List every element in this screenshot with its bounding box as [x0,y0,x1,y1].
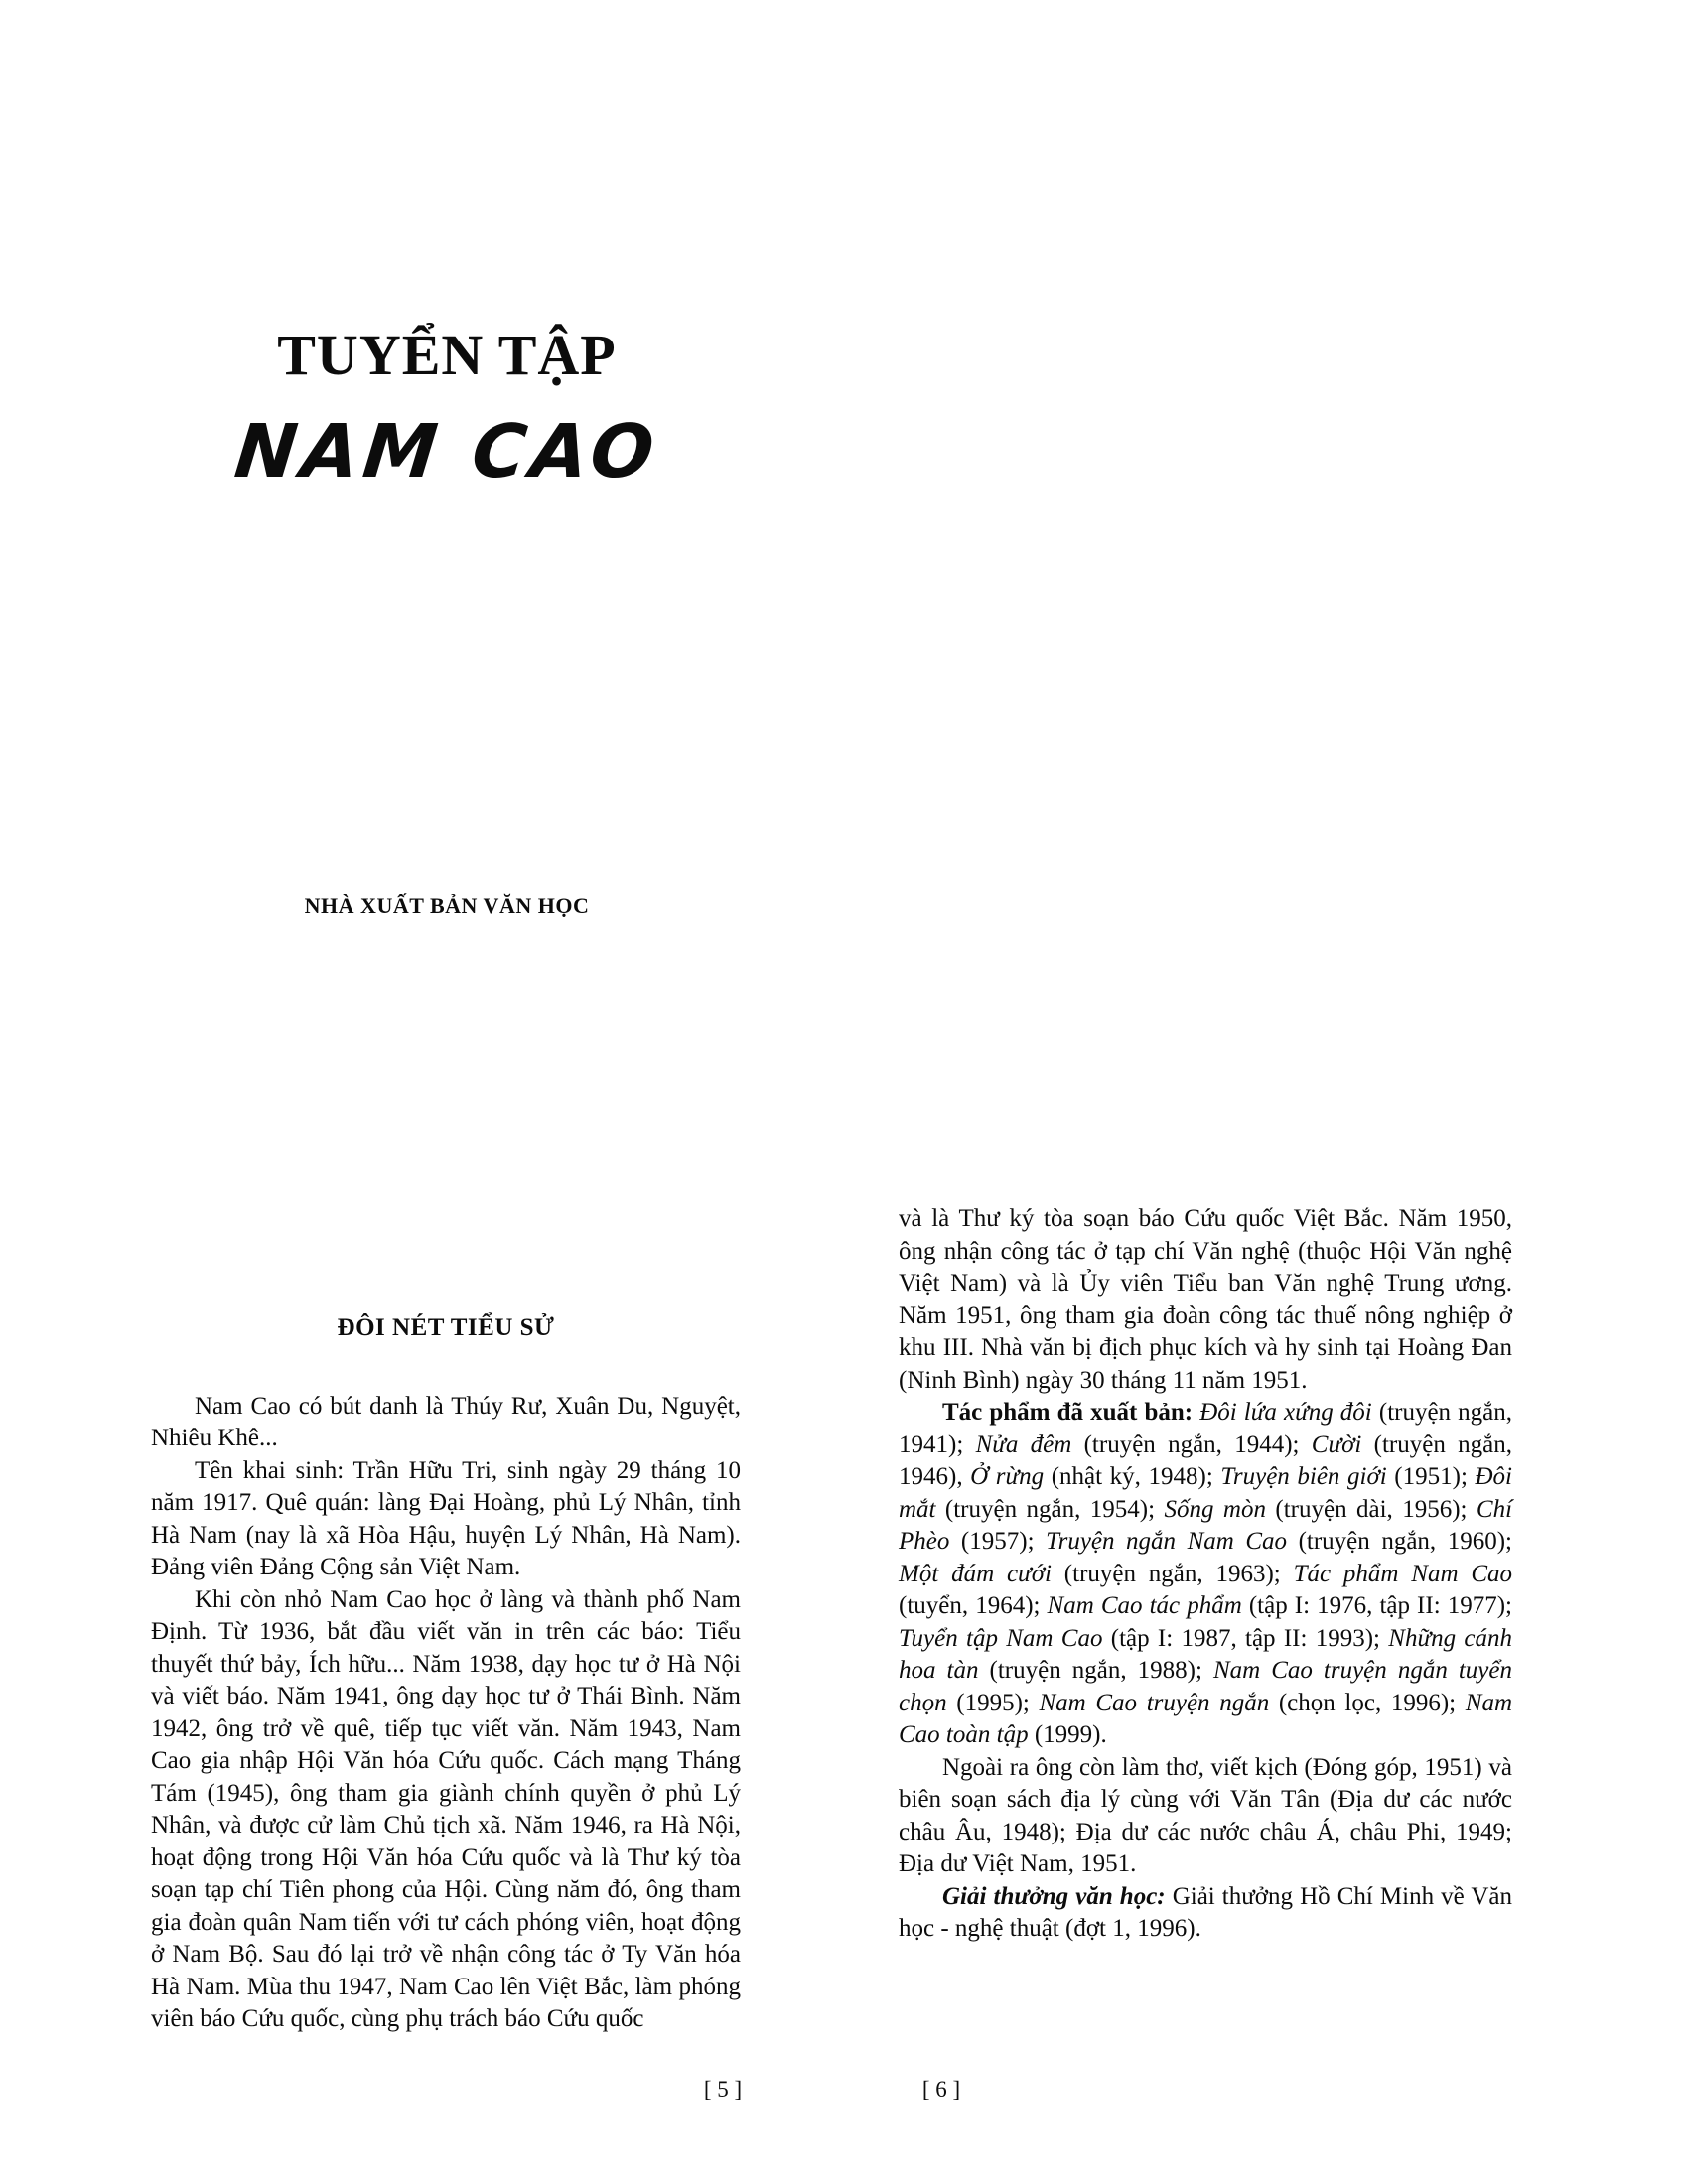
work-title: Những cánh hoa tàn [899,1624,1512,1684]
work-detail: (tập I: 1987, tập II: 1993); [1102,1624,1389,1652]
work-detail: (truyện dài, 1956); [1265,1495,1477,1523]
work-title: Tác phẩm Nam Cao [1293,1560,1512,1587]
work-detail: (truyện ngắn, 1954); [935,1495,1165,1523]
awards-text: Giải thưởng Hồ Chí Minh về Văn học - nghệ thuật (đợt 1, 1996). [899,1882,1512,1942]
works-label: Tác phẩm đã xuất bản: [942,1399,1200,1426]
work-detail: (1957); [949,1528,1047,1555]
work-detail: (truyện ngắn, 1944); [1071,1431,1312,1458]
right-page-bio-column [899,1203,1512,1946]
work-detail: (nhật ký, 1948); [1044,1463,1221,1490]
work-title: Cười [1311,1431,1362,1458]
bio-paragraph-pen-names: Nam Cao có bút danh là Thúy Rư, Xuân Du, Nguyệt, Nhiêu Khê... [151,1392,741,1451]
work-detail: (1995); [946,1689,1040,1716]
work-title: Nam Cao truyện ngắn [1039,1689,1270,1716]
other-works-paragraph: Ngoài ra ông còn làm thơ, viết kịch (Đóng góp, 1951) và biên soạn sách địa lý cùng với Văn Tân (Địa dư các nước châu Âu, 1948); Địa dư các nước châu Á, châu Phi, 1949; Địa dư Việt Nam, 1951. [899,1753,1512,1877]
work-title: Một đám cưới [899,1560,1052,1587]
bio-paragraph-career: Khi còn nhỏ Nam Cao học ở làng và thành phố Nam Định. Từ 1936, bắt đầu viết văn in trên các báo: Tiểu thuyết thứ bảy, Ích hữu... Năm 1938, dạy học tư ở Hà Nội và viết báo. Năm 1941, ông dạy học tư ở Thái Bình. Năm 1942, ông trở về quê, tiếp tục viết văn. Năm 1943, Nam Cao gia nhập Hội Văn hóa Cứu quốc. Cách mạng Tháng Tám (1945), ông tham gia giành chính quyền ở phủ Lý Nhân, và được cử làm Chủ tịch xã. Năm 1946, ra Hà Nội, hoạt động trong Hội Văn hóa Cứu quốc và là Thư ký tòa soạn tạp chí Tiên phong của Hội. Cùng năm đó, ông tham gia đoàn quân Nam tiến với tư cách phóng viên, hoạt động ở Nam Bộ. Sau đó lại trở về nhận công tác ở Ty Văn hóa Hà Nam. Mùa thu 1947, Nam Cao lên Việt Bắc, làm phóng viên báo Cứu quốc, cùng phụ trách báo Cứu quốc [151,1585,741,2032]
work-title: Nam Cao truyện ngắn tuyển chọn [899,1657,1512,1716]
work-detail: (truyện ngắn, 1988); [978,1657,1213,1684]
work-title: Nam Cao tác phẩm [1047,1592,1242,1619]
work-title: Tuyển tập Nam Cao [899,1624,1103,1652]
work-title: Ở rừng [970,1463,1045,1490]
awards-paragraph [899,1881,1512,1946]
published-works-paragraph [899,1397,1512,1752]
bio-paragraph-birth: Tên khai sinh: Trần Hữu Tri, sinh ngày 29 tháng 10 năm 1917. Quê quán: làng Đại Hoàng, phủ Lý Nhân, tỉnh Hà Nam (nay là xã Hòa Hậu, huyện Lý Nhân, Hà Nam). Đảng viên Đảng Cộng sản Việt Nam. [151,1456,741,1580]
work-detail: (truyện ngắn, 1963); [1051,1560,1294,1587]
work-title: Nam Cao toàn tập [899,1689,1512,1748]
work-detail: (truyện ngắn, 1946), [899,1431,1512,1490]
bio-paragraph-continuation: và là Thư ký tòa soạn báo Cứu quốc Việt Bắc. Năm 1950, ông nhận công tác ở tạp chí Văn nghệ (thuộc Hội Văn nghệ Việt Nam) và là Ủy viên Tiểu ban Văn nghệ Trung ương. Năm 1951, ông tham gia đoàn công tác thuế nông nghiệp ở khu III. Nhà văn bị địch phục kích và hy sinh tại Hoàng Đan (Ninh Bình) ngày 30 tháng 11 năm 1951. [899,1205,1512,1394]
work-detail: (tập I: 1976, tập II: 1977); [1241,1592,1512,1619]
work-title: Truyện ngắn Nam Cao [1046,1528,1288,1555]
work-detail: (1999). [1028,1721,1107,1748]
book-title: TUYỂN TẬP [277,323,617,387]
work-title: Đôi mắt [899,1463,1512,1523]
page-number-right: [ 6 ] [921,2077,961,2102]
work-detail: (chọn lọc, 1996); [1269,1689,1466,1716]
bio-section-heading: ĐÔI NÉT TIỂU SỬ [337,1314,555,1341]
awards-label: Giải thưởng văn học: [942,1882,1173,1910]
work-title: Truyện biên giới [1220,1463,1387,1490]
page-number-left: [ 5 ] [703,2077,743,2102]
work-detail: (1951); [1386,1463,1476,1490]
left-page-bio-column [151,1312,741,2036]
work-title: Nửa đêm [975,1431,1072,1458]
work-detail: (truyện ngắn, 1941); [899,1399,1513,1458]
work-title: Sống mòn [1164,1495,1266,1523]
work-title: Chí Phèo [899,1495,1513,1555]
work-title: Đôi lứa xứng đôi [1199,1399,1372,1426]
work-detail: (truyện ngắn, 1960); [1287,1528,1512,1555]
work-detail: (tuyển, 1964); [899,1592,1048,1619]
author-name-script: NAM CAO [230,409,663,494]
publisher-name: NHÀ XUẤT BẢN VĂN HỌC [304,893,590,918]
